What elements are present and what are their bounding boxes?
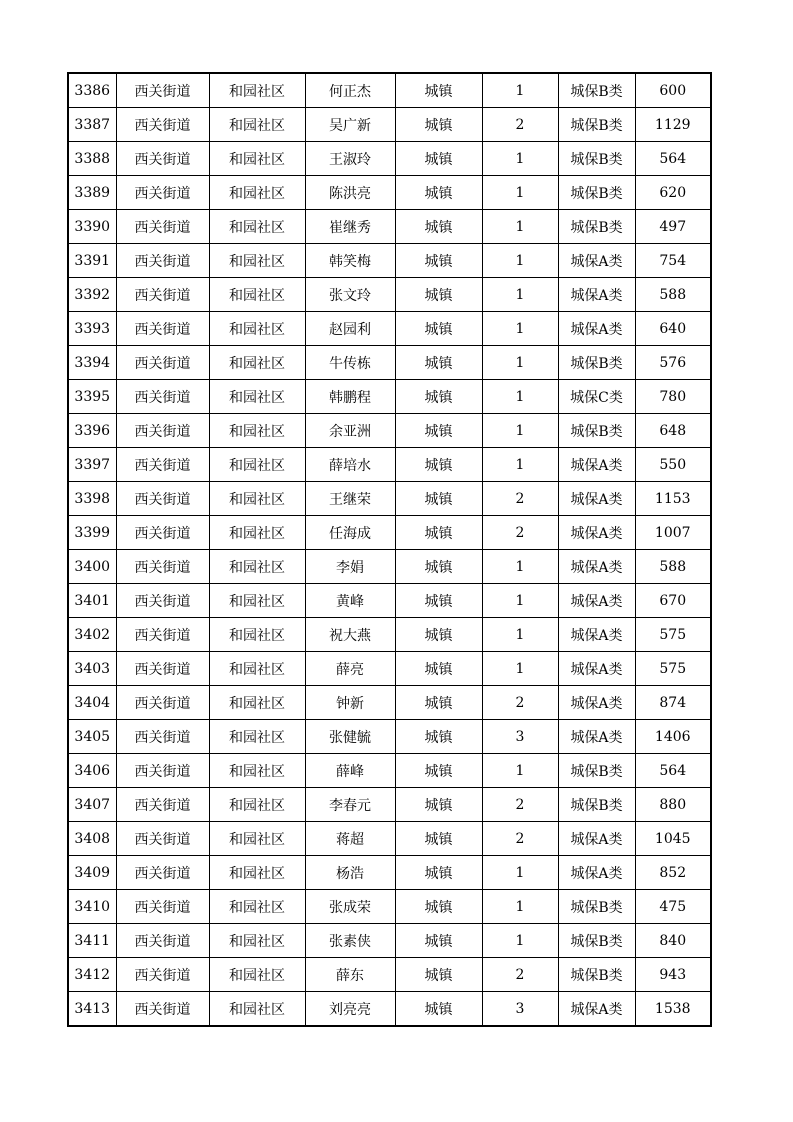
household-size-cell: 1 [482,414,558,448]
name-cell: 陈洪亮 [305,176,395,210]
community-cell: 和园社区 [209,958,305,992]
serial-number-cell: 3409 [68,856,116,890]
serial-number-cell: 3388 [68,142,116,176]
table-row [68,958,711,992]
subdistrict-cell: 西关街道 [116,108,209,142]
subdistrict-cell: 西关街道 [116,720,209,754]
household-size-cell: 2 [482,516,558,550]
category-cell: 城保A类 [558,686,635,720]
name-cell: 牛传栋 [305,346,395,380]
amount-cell: 874 [635,686,711,720]
household-size-cell: 3 [482,720,558,754]
serial-number-cell: 3408 [68,822,116,856]
serial-number-cell: 3402 [68,618,116,652]
category-cell: 城保B类 [558,958,635,992]
serial-number-cell: 3390 [68,210,116,244]
amount-cell: 1007 [635,516,711,550]
residence-type-cell: 城镇 [395,550,482,584]
serial-number-cell: 3401 [68,584,116,618]
subdistrict-cell: 西关街道 [116,73,209,108]
residence-type-cell: 城镇 [395,176,482,210]
household-size-cell: 2 [482,822,558,856]
community-cell: 和园社区 [209,822,305,856]
amount-cell: 600 [635,73,711,108]
household-size-cell: 2 [482,686,558,720]
community-cell: 和园社区 [209,312,305,346]
community-cell: 和园社区 [209,278,305,312]
subdistrict-cell: 西关街道 [116,550,209,584]
household-size-cell: 3 [482,992,558,1027]
serial-number-cell: 3398 [68,482,116,516]
residence-type-cell: 城镇 [395,890,482,924]
community-cell: 和园社区 [209,618,305,652]
household-size-cell: 2 [482,482,558,516]
serial-number-cell: 3410 [68,890,116,924]
community-cell: 和园社区 [209,73,305,108]
residence-type-cell: 城镇 [395,516,482,550]
subdistrict-cell: 西关街道 [116,482,209,516]
table-row [68,822,711,856]
community-cell: 和园社区 [209,584,305,618]
household-size-cell: 1 [482,754,558,788]
household-size-cell: 1 [482,890,558,924]
community-cell: 和园社区 [209,992,305,1027]
category-cell: 城保A类 [558,448,635,482]
name-cell: 王淑玲 [305,142,395,176]
category-cell: 城保B类 [558,142,635,176]
serial-number-cell: 3400 [68,550,116,584]
serial-number-cell: 3399 [68,516,116,550]
household-size-cell: 1 [482,210,558,244]
amount-cell: 575 [635,652,711,686]
community-cell: 和园社区 [209,652,305,686]
category-cell: 城保A类 [558,822,635,856]
residence-type-cell: 城镇 [395,924,482,958]
residence-type-cell: 城镇 [395,992,482,1027]
amount-cell: 576 [635,346,711,380]
residence-type-cell: 城镇 [395,244,482,278]
community-cell: 和园社区 [209,244,305,278]
residence-type-cell: 城镇 [395,482,482,516]
category-cell: 城保A类 [558,720,635,754]
residence-type-cell: 城镇 [395,584,482,618]
table-row [68,788,711,822]
category-cell: 城保A类 [558,992,635,1027]
subdistrict-cell: 西关街道 [116,958,209,992]
amount-cell: 754 [635,244,711,278]
name-cell: 刘亮亮 [305,992,395,1027]
name-cell: 张健毓 [305,720,395,754]
name-cell: 余亚洲 [305,414,395,448]
table-row [68,448,711,482]
category-cell: 城保B类 [558,210,635,244]
subdistrict-cell: 西关街道 [116,312,209,346]
subdistrict-cell: 西关街道 [116,856,209,890]
residence-type-cell: 城镇 [395,958,482,992]
category-cell: 城保A类 [558,278,635,312]
table-row [68,550,711,584]
table-row [68,618,711,652]
amount-cell: 670 [635,584,711,618]
residence-type-cell: 城镇 [395,856,482,890]
residence-type-cell: 城镇 [395,380,482,414]
residence-type-cell: 城镇 [395,210,482,244]
community-cell: 和园社区 [209,380,305,414]
name-cell: 赵园利 [305,312,395,346]
community-cell: 和园社区 [209,210,305,244]
community-cell: 和园社区 [209,754,305,788]
category-cell: 城保A类 [558,652,635,686]
category-cell: 城保B类 [558,108,635,142]
name-cell: 何正杰 [305,73,395,108]
subdistrict-cell: 西关街道 [116,618,209,652]
serial-number-cell: 3397 [68,448,116,482]
serial-number-cell: 3413 [68,992,116,1027]
name-cell: 薛峰 [305,754,395,788]
amount-cell: 840 [635,924,711,958]
community-cell: 和园社区 [209,414,305,448]
subdistrict-cell: 西关街道 [116,992,209,1027]
subdistrict-cell: 西关街道 [116,380,209,414]
amount-cell: 1129 [635,108,711,142]
subdistrict-cell: 西关街道 [116,210,209,244]
community-cell: 和园社区 [209,448,305,482]
category-cell: 城保A类 [558,584,635,618]
category-cell: 城保B类 [558,754,635,788]
serial-number-cell: 3403 [68,652,116,686]
serial-number-cell: 3404 [68,686,116,720]
table-row [68,482,711,516]
serial-number-cell: 3394 [68,346,116,380]
name-cell: 祝大燕 [305,618,395,652]
name-cell: 韩笑梅 [305,244,395,278]
community-cell: 和园社区 [209,482,305,516]
name-cell: 薛亮 [305,652,395,686]
category-cell: 城保A类 [558,618,635,652]
serial-number-cell: 3407 [68,788,116,822]
community-cell: 和园社区 [209,720,305,754]
serial-number-cell: 3393 [68,312,116,346]
community-cell: 和园社区 [209,550,305,584]
table-row [68,244,711,278]
amount-cell: 620 [635,176,711,210]
subdistrict-cell: 西关街道 [116,890,209,924]
table-row [68,278,711,312]
residence-type-cell: 城镇 [395,686,482,720]
household-size-cell: 1 [482,142,558,176]
name-cell: 张文玲 [305,278,395,312]
subdistrict-cell: 西关街道 [116,584,209,618]
household-size-cell: 2 [482,788,558,822]
amount-cell: 1045 [635,822,711,856]
category-cell: 城保A类 [558,516,635,550]
household-size-cell: 2 [482,958,558,992]
table-row [68,856,711,890]
amount-cell: 564 [635,754,711,788]
amount-cell: 640 [635,312,711,346]
residence-type-cell: 城镇 [395,312,482,346]
name-cell: 薛东 [305,958,395,992]
household-size-cell: 1 [482,278,558,312]
allowance-table [67,72,712,1027]
name-cell: 蒋超 [305,822,395,856]
table-row [68,890,711,924]
residence-type-cell: 城镇 [395,720,482,754]
category-cell: 城保A类 [558,244,635,278]
household-size-cell: 1 [482,856,558,890]
household-size-cell: 1 [482,346,558,380]
name-cell: 崔继秀 [305,210,395,244]
amount-cell: 852 [635,856,711,890]
community-cell: 和园社区 [209,856,305,890]
subdistrict-cell: 西关街道 [116,516,209,550]
amount-cell: 943 [635,958,711,992]
table-row [68,652,711,686]
category-cell: 城保A类 [558,550,635,584]
table-row [68,142,711,176]
serial-number-cell: 3406 [68,754,116,788]
residence-type-cell: 城镇 [395,108,482,142]
table-row [68,312,711,346]
residence-type-cell: 城镇 [395,618,482,652]
table-row [68,754,711,788]
category-cell: 城保B类 [558,924,635,958]
serial-number-cell: 3386 [68,73,116,108]
residence-type-cell: 城镇 [395,448,482,482]
name-cell: 韩鹏程 [305,380,395,414]
serial-number-cell: 3411 [68,924,116,958]
residence-type-cell: 城镇 [395,346,482,380]
household-size-cell: 1 [482,584,558,618]
category-cell: 城保B类 [558,176,635,210]
subdistrict-cell: 西关街道 [116,278,209,312]
table-row [68,414,711,448]
data-sheet [67,72,710,1027]
table-row [68,720,711,754]
amount-cell: 575 [635,618,711,652]
residence-type-cell: 城镇 [395,142,482,176]
residence-type-cell: 城镇 [395,73,482,108]
amount-cell: 564 [635,142,711,176]
serial-number-cell: 3392 [68,278,116,312]
residence-type-cell: 城镇 [395,822,482,856]
category-cell: 城保B类 [558,890,635,924]
amount-cell: 475 [635,890,711,924]
name-cell: 薛培水 [305,448,395,482]
amount-cell: 1153 [635,482,711,516]
community-cell: 和园社区 [209,924,305,958]
amount-cell: 780 [635,380,711,414]
serial-number-cell: 3396 [68,414,116,448]
serial-number-cell: 3391 [68,244,116,278]
community-cell: 和园社区 [209,890,305,924]
name-cell: 张素侠 [305,924,395,958]
category-cell: 城保B类 [558,788,635,822]
community-cell: 和园社区 [209,686,305,720]
serial-number-cell: 3395 [68,380,116,414]
name-cell: 张成荣 [305,890,395,924]
residence-type-cell: 城镇 [395,788,482,822]
table-row [68,924,711,958]
residence-type-cell: 城镇 [395,414,482,448]
household-size-cell: 1 [482,550,558,584]
table-row [68,686,711,720]
name-cell: 王继荣 [305,482,395,516]
serial-number-cell: 3405 [68,720,116,754]
subdistrict-cell: 西关街道 [116,176,209,210]
community-cell: 和园社区 [209,346,305,380]
subdistrict-cell: 西关街道 [116,652,209,686]
serial-number-cell: 3412 [68,958,116,992]
household-size-cell: 1 [482,618,558,652]
category-cell: 城保B类 [558,73,635,108]
household-size-cell: 1 [482,652,558,686]
table-row [68,176,711,210]
table-row [68,108,711,142]
residence-type-cell: 城镇 [395,754,482,788]
name-cell: 李春元 [305,788,395,822]
household-size-cell: 1 [482,244,558,278]
subdistrict-cell: 西关街道 [116,414,209,448]
household-size-cell: 1 [482,924,558,958]
amount-cell: 588 [635,278,711,312]
subdistrict-cell: 西关街道 [116,924,209,958]
subdistrict-cell: 西关街道 [116,686,209,720]
serial-number-cell: 3387 [68,108,116,142]
table-row [68,584,711,618]
residence-type-cell: 城镇 [395,278,482,312]
subdistrict-cell: 西关街道 [116,448,209,482]
name-cell: 吴广新 [305,108,395,142]
category-cell: 城保C类 [558,380,635,414]
category-cell: 城保A类 [558,312,635,346]
name-cell: 李娟 [305,550,395,584]
household-size-cell: 1 [482,73,558,108]
subdistrict-cell: 西关街道 [116,142,209,176]
table-row [68,516,711,550]
community-cell: 和园社区 [209,176,305,210]
subdistrict-cell: 西关街道 [116,822,209,856]
household-size-cell: 1 [482,312,558,346]
name-cell: 杨浩 [305,856,395,890]
category-cell: 城保B类 [558,346,635,380]
table-row [68,992,711,1027]
household-size-cell: 2 [482,108,558,142]
category-cell: 城保A类 [558,482,635,516]
community-cell: 和园社区 [209,142,305,176]
household-size-cell: 1 [482,448,558,482]
residence-type-cell: 城镇 [395,652,482,686]
name-cell: 钟新 [305,686,395,720]
household-size-cell: 1 [482,380,558,414]
table-row [68,346,711,380]
amount-cell: 550 [635,448,711,482]
table-row [68,380,711,414]
amount-cell: 648 [635,414,711,448]
name-cell: 黄峰 [305,584,395,618]
amount-cell: 1406 [635,720,711,754]
category-cell: 城保B类 [558,414,635,448]
category-cell: 城保A类 [558,856,635,890]
serial-number-cell: 3389 [68,176,116,210]
amount-cell: 497 [635,210,711,244]
household-size-cell: 1 [482,176,558,210]
name-cell: 任海成 [305,516,395,550]
community-cell: 和园社区 [209,788,305,822]
community-cell: 和园社区 [209,516,305,550]
amount-cell: 1538 [635,992,711,1027]
subdistrict-cell: 西关街道 [116,754,209,788]
table-row [68,210,711,244]
amount-cell: 588 [635,550,711,584]
subdistrict-cell: 西关街道 [116,788,209,822]
table-row [68,73,711,108]
amount-cell: 880 [635,788,711,822]
subdistrict-cell: 西关街道 [116,346,209,380]
table-body [68,73,711,1026]
community-cell: 和园社区 [209,108,305,142]
subdistrict-cell: 西关街道 [116,244,209,278]
